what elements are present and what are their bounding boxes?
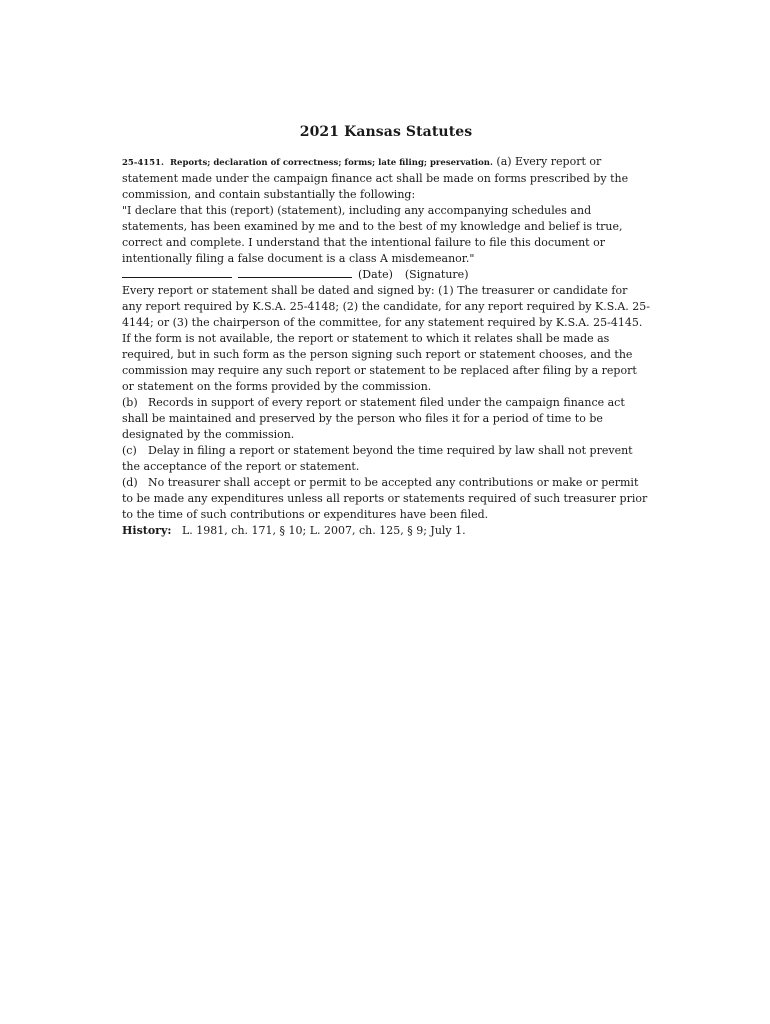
section-heading: Reports; declaration of correctness; forms; late filing; preservation.	[169, 158, 493, 168]
paragraph-b-label: (b)	[122, 396, 138, 409]
signature-label: (Signature)	[404, 268, 469, 281]
page-title: 2021 Kansas Statutes	[299, 124, 473, 140]
paragraph-c-label: (c)	[122, 444, 137, 457]
statute-body	[122, 154, 650, 539]
paragraph-a-text: (a) Every report or statement made under the campaign finance act shall be made on forms prescribed by the commission, and contain substantially the following:	[122, 155, 629, 201]
signature-line	[238, 267, 352, 278]
declaration-text: "I declare that this (report) (statement), including any accompanying schedules and statements, has been examined by me and to the best of my knowledge and belief is true, correct and complete. I understand that the intentional failure to file this document or intentionally filing a false document is a class A misdemeanor."	[122, 204, 623, 265]
paragraph-d	[122, 475, 650, 523]
section-number: 25-4151.	[122, 158, 164, 168]
history-text: L. 1981, ch. 171, § 10; L. 2007, ch. 125, § 9; July 1.	[182, 524, 466, 537]
paragraph-c-text: Delay in filing a report or statement beyond the time required by law shall not prevent the acceptance of the report or statement.	[122, 444, 633, 473]
paragraph-c	[122, 443, 650, 475]
paragraph-a-intro	[122, 154, 650, 203]
date-line	[122, 267, 232, 278]
history-line	[122, 523, 650, 539]
history-label: History:	[122, 524, 172, 537]
paragraph-b-text: Records in support of every report or statement filed under the campaign finance act shall be maintained and preserved by the person who files it for a period of time to be designated by the commission.	[122, 396, 625, 441]
signature-row	[122, 267, 650, 283]
paragraph-b	[122, 395, 650, 443]
paragraph-d-label: (d)	[122, 476, 138, 489]
paragraph-d-text: No treasurer shall accept or permit to be accepted any contributions or make or permit to be made any expenditures unless all reports or statements required of such treasurer prior to the time of such contributions or expenditures have been filed.	[122, 476, 648, 521]
paragraph-a-rest: Every report or statement shall be dated and signed by: (1) The treasurer or candidate for any report required by K.S.A. 25-4148; (2) the candidate, for any report required by K.S.A. 25-4144; or (3) the chairperson of the committee, for any statement required by K.S.A. 25-4145. If the form is not available, the report or statement to which it relates shall be made as required, but in such form as the person signing such report or statement chooses, and the commission may require any such report or statement to be replaced after filing by a report or statement on the forms provided by the commission.	[122, 284, 650, 393]
document-page	[122, 124, 650, 539]
date-label: (Date)	[358, 268, 393, 281]
